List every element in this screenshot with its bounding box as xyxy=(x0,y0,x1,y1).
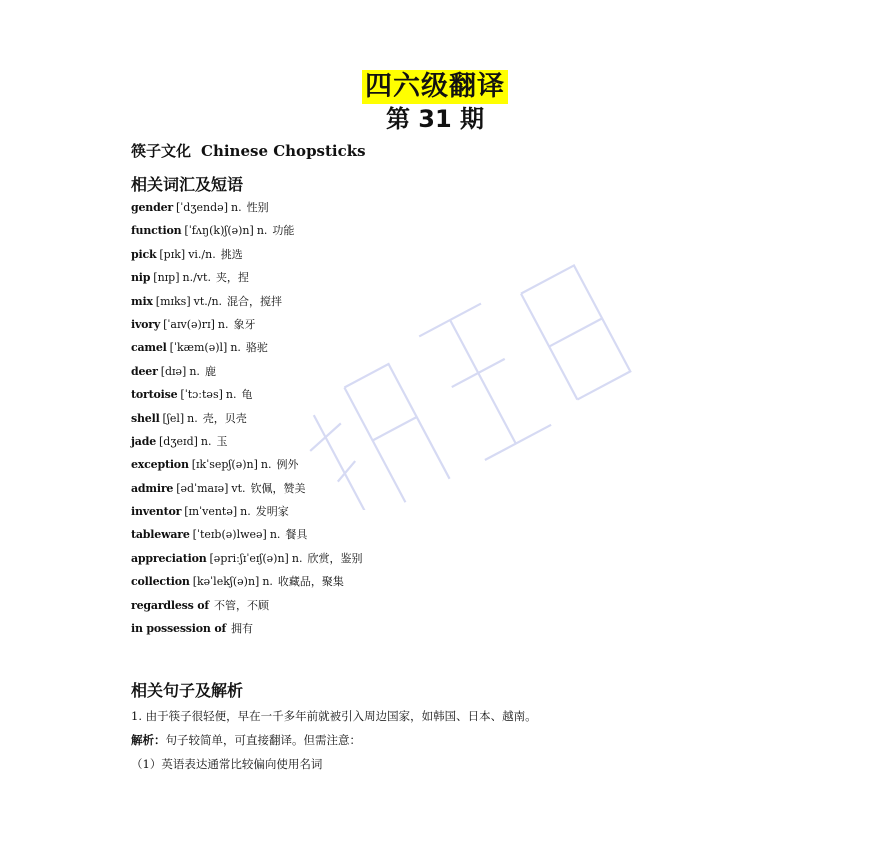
vocab-part-of-speech: n. xyxy=(187,411,198,425)
vocab-item xyxy=(131,246,362,269)
sentence-1: 1. 由于筷子很轻便，早在一千多年前就被引入周边国家，如韩国、日本、越南。 xyxy=(131,709,537,723)
vocab-word: in possession of xyxy=(131,622,227,636)
vocab-heading: 相关词汇及短语 xyxy=(131,175,244,194)
vocab-meaning: 壳，贝壳 xyxy=(202,411,247,425)
vocab-part-of-speech: n. xyxy=(260,458,272,472)
vocab-pronunciation: [ˈkæm(ə)l] xyxy=(169,341,228,355)
vocab-meaning: 餐具 xyxy=(285,528,308,542)
vocab-meaning: 龟 xyxy=(241,388,253,402)
vocab-item xyxy=(131,363,362,386)
vocab-meaning: 性别 xyxy=(246,201,269,214)
vocab-meaning: 功能 xyxy=(272,224,295,238)
vocab-word: collection xyxy=(131,575,190,589)
vocab-part-of-speech: vi./n. xyxy=(188,247,216,261)
vocab-item xyxy=(131,433,362,456)
vocab-meaning: 骆驼 xyxy=(245,341,268,355)
vocab-word: appreciation xyxy=(131,551,207,565)
vocab-part-of-speech: vt. xyxy=(231,481,246,495)
vocab-word: regardless of xyxy=(131,598,209,612)
topic-heading xyxy=(131,140,366,161)
vocab-pronunciation: [ˈdʒendə] xyxy=(175,201,228,214)
vocab-word: inventor xyxy=(131,505,182,519)
vocab-word: function xyxy=(131,224,182,238)
title-block xyxy=(0,70,870,104)
vocab-item xyxy=(131,222,362,245)
vocab-word: ivory xyxy=(131,317,161,331)
vocab-pronunciation: [ˈfʌŋ(k)ʃ(ə)n] xyxy=(184,224,254,238)
vocab-word: admire xyxy=(131,481,174,495)
sentences-heading: 相关句子及解析 xyxy=(131,681,244,700)
vocab-part-of-speech: n. xyxy=(269,528,281,542)
vocab-part-of-speech: n. xyxy=(262,575,273,589)
vocab-pronunciation: [dʒeɪd] xyxy=(159,434,198,448)
vocab-item xyxy=(131,550,362,573)
vocab-pronunciation: [ˈteɪb(ə)lweə] xyxy=(192,528,267,542)
vocab-part-of-speech: n. xyxy=(256,224,268,238)
vocab-meaning: 混合，搅拌 xyxy=(227,294,283,308)
vocab-meaning: 象牙 xyxy=(233,317,256,331)
analysis-line xyxy=(131,732,361,748)
vocab-pronunciation: [əpriːʃɪˈeɪʃ(ə)n] xyxy=(209,551,289,565)
vocab-word: pick xyxy=(131,247,157,261)
vocab-meaning: 夹，捏 xyxy=(215,271,249,285)
vocab-part-of-speech: n./vt. xyxy=(182,271,211,285)
vocab-part-of-speech: n. xyxy=(189,364,200,378)
vocab-item xyxy=(131,339,362,362)
vocab-item xyxy=(131,410,362,433)
vocab-item xyxy=(131,526,362,549)
vocab-item xyxy=(131,620,362,643)
vocab-meaning: 不管，不顾 xyxy=(213,598,269,612)
vocab-word: jade xyxy=(131,434,156,448)
vocab-meaning: 钦佩，赞美 xyxy=(250,481,306,495)
vocab-word: mix xyxy=(131,294,153,308)
vocab-item xyxy=(131,503,362,526)
vocab-meaning: 拥有 xyxy=(231,622,254,636)
vocab-pronunciation: [ɪnˈventə] xyxy=(184,505,238,519)
vocab-word: camel xyxy=(131,341,167,355)
page-title: 四六级翻译 xyxy=(362,70,508,104)
vocab-part-of-speech: n. xyxy=(217,317,229,331)
vocab-meaning: 鹿 xyxy=(204,364,216,378)
vocab-item xyxy=(131,597,362,620)
vocab-pronunciation: [ʃel] xyxy=(162,411,185,425)
vocab-part-of-speech: n. xyxy=(291,551,303,565)
vocab-word: nip xyxy=(131,271,151,285)
vocab-item xyxy=(131,293,362,316)
vocab-part-of-speech: n. xyxy=(230,341,241,355)
vocab-pronunciation: [ˈtɔːtəs] xyxy=(180,388,223,402)
vocab-part-of-speech: n. xyxy=(225,388,237,402)
vocab-part-of-speech: n. xyxy=(231,201,242,214)
vocab-word: tortoise xyxy=(131,388,178,402)
vocab-word: exception xyxy=(131,458,189,472)
vocab-word: tableware xyxy=(131,528,190,542)
vocab-pronunciation: [mɪks] xyxy=(155,294,191,308)
analysis-label: 解析： xyxy=(131,733,166,747)
topic-zh: 筷子文化 xyxy=(131,142,192,160)
topic-en: Chinese Chopsticks xyxy=(201,142,366,160)
vocab-pronunciation: [dɪə] xyxy=(160,364,187,378)
vocab-pronunciation: [pɪk] xyxy=(159,247,186,261)
vocab-item xyxy=(131,199,362,222)
vocab-item xyxy=(131,573,362,596)
issue-number: 第 31 期 xyxy=(385,105,485,133)
vocab-item xyxy=(131,456,362,479)
vocab-pronunciation: [ədˈmaɪə] xyxy=(176,481,229,495)
vocab-word: shell xyxy=(131,411,160,425)
vocab-pronunciation: [ɪkˈsepʃ(ə)n] xyxy=(191,458,258,472)
vocab-pronunciation: [ˈaɪv(ə)rɪ] xyxy=(163,317,215,331)
vocab-meaning: 收藏品，聚集 xyxy=(277,575,344,589)
vocab-item xyxy=(131,386,362,409)
vocab-item xyxy=(131,316,362,339)
vocab-meaning: 例外 xyxy=(276,458,299,472)
vocab-item xyxy=(131,480,362,503)
vocab-part-of-speech: n. xyxy=(200,434,212,448)
vocab-meaning: 玉 xyxy=(216,434,228,448)
vocab-meaning: 发明家 xyxy=(255,505,289,519)
vocab-word: deer xyxy=(131,364,158,378)
vocab-pronunciation: [kəˈlekʃ(ə)n] xyxy=(192,575,260,589)
vocab-meaning: 挑选 xyxy=(220,247,243,261)
note-1: （1）英语表达通常比较偏向使用名词 xyxy=(131,757,323,771)
vocab-item xyxy=(131,269,362,292)
vocab-list xyxy=(131,199,362,643)
vocab-pronunciation: [nɪp] xyxy=(153,271,180,285)
vocab-meaning: 欣赏，鉴别 xyxy=(307,551,363,565)
analysis-text: 句子较简单，可直接翻译。但需注意： xyxy=(165,733,361,747)
vocab-part-of-speech: vt./n. xyxy=(193,294,223,308)
vocab-word: gender xyxy=(131,201,173,214)
vocab-part-of-speech: n. xyxy=(240,505,251,519)
